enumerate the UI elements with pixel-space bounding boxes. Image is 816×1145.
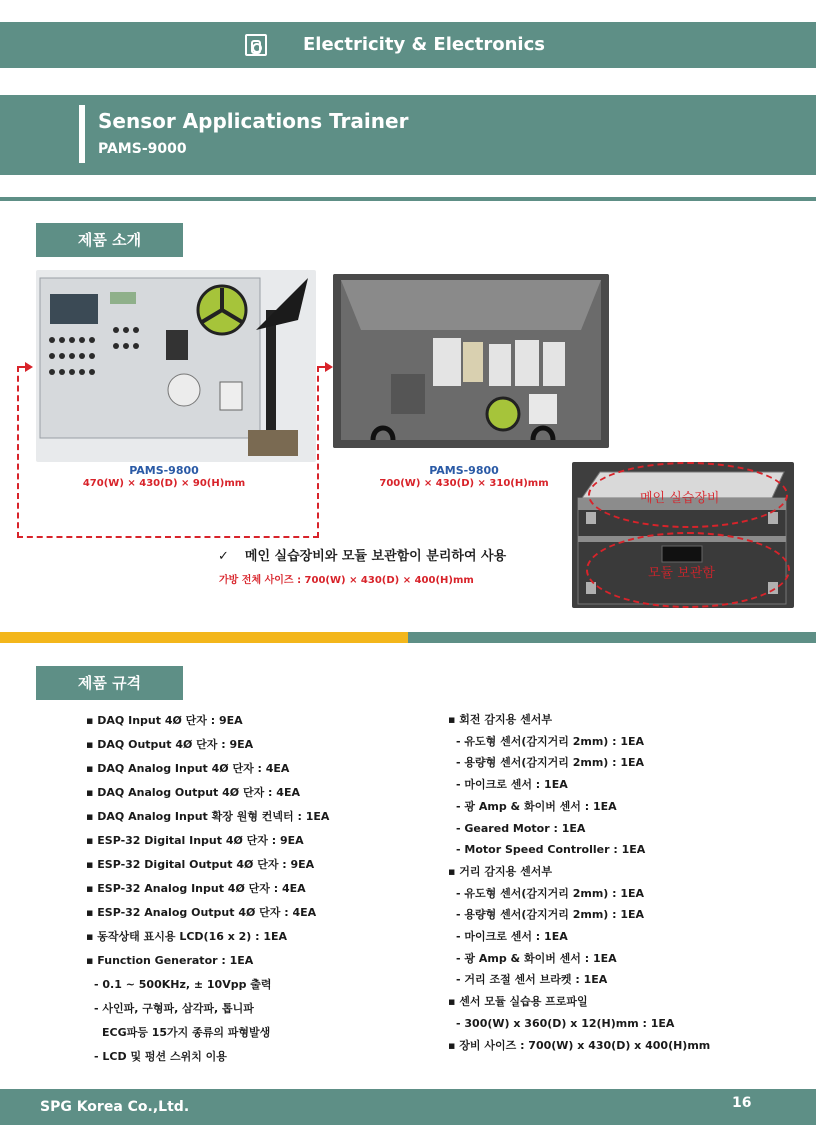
spec-list-left (86, 709, 329, 1069)
spec-subitem: - 0.1 ~ 500KHz, ± 10Vpp 출력 (94, 978, 272, 991)
main-unit-caption (36, 464, 292, 490)
company-name: SPG Korea Co.,Ltd. (40, 1099, 190, 1115)
footer (0, 1089, 816, 1125)
arrow-right-icon (25, 362, 33, 372)
spec-item: ▪ DAQ Analog Input 확장 원형 컨넥터 : 1EA (86, 810, 330, 823)
spec-subitem: - Motor Speed Controller : 1EA (456, 843, 646, 857)
spec-item: ▪ DAQ Output 4Ø 단자 : 9EA (86, 738, 254, 751)
spec-item: ▪ DAQ Input 4Ø 단자 : 9EA (86, 714, 243, 727)
connector-bottom (17, 536, 319, 538)
spec-subitem: - LCD 및 펑션 스위치 이용 (94, 1050, 227, 1063)
spec-item: ▪ 동작상태 표시용 LCD(16 x 2) : 1EA (86, 930, 288, 943)
bag-size-text: 가방 전체 사이즈 : 700(W) × 430(D) × 400(H)mm (219, 575, 474, 586)
spec-list-right (448, 709, 710, 1056)
main-unit-dimensions: 470(W) × 430(D) × 90(H)mm (82, 478, 246, 489)
separation-note-text: 메인 실습장비와 모듈 보관함이 분리하여 사용 (244, 549, 507, 564)
page-number: 16 (732, 1095, 752, 1111)
plug-icon (245, 34, 267, 56)
header-band (0, 22, 816, 68)
spec-item: ▪ ESP-32 Digital Output 4Ø 단자 : 9EA (86, 858, 315, 871)
storage-case-caption (333, 464, 595, 490)
main-unit-photo (36, 270, 316, 462)
spec-subitem: - 거리 조절 센서 브라켓 : 1EA (456, 973, 608, 987)
spec-subitem: - 유도형 센서(감지거리 2mm) : 1EA (456, 886, 645, 900)
spec-subitem: - Geared Motor : 1EA (456, 821, 586, 835)
main-unit-highlight-label: 메인 실습장비 (640, 491, 720, 506)
main-unit-illustration (36, 270, 316, 462)
divider (0, 197, 816, 201)
spec-item: ▪ DAQ Analog Output 4Ø 단자 : 4EA (86, 786, 300, 799)
spec-item: ▪ DAQ Analog Input 4Ø 단자 : 4EA (86, 762, 290, 775)
spec-item: ▪ 장비 사이즈 : 700(W) x 430(D) x 400(H)mm (448, 1038, 711, 1052)
spec-subitem: - 300(W) x 360(D) x 12(H)mm : 1EA (456, 1016, 675, 1030)
storage-case-model: PAMS-9800 (429, 464, 499, 477)
arrow-right-icon (325, 362, 333, 372)
spec-subitem: ECG파등 15가지 종류의 파형발생 (102, 1026, 271, 1039)
connector-mid-vertical (317, 366, 319, 538)
spec-item: ▪ 센서 모듈 실습용 프로파일 (448, 995, 588, 1009)
category-title: Electricity & Electronics (303, 34, 545, 55)
connector-left-vertical (17, 366, 19, 538)
spec-subitem: - 용량형 센서(감지거리 2mm) : 1EA (456, 908, 645, 922)
spec-item: ▪ Function Generator : 1EA (86, 954, 254, 967)
spec-subitem: - 광 Amp & 화이버 센서 : 1EA (456, 951, 617, 965)
check-icon: ✓ (218, 549, 229, 564)
spec-subitem: - 광 Amp & 화이버 센서 : 1EA (456, 799, 617, 813)
spec-item: ▪ ESP-32 Analog Input 4Ø 단자 : 4EA (86, 882, 306, 895)
storage-highlight-label: 모듈 보관함 (648, 566, 715, 581)
spec-item: ▪ ESP-32 Analog Output 4Ø 단자 : 4EA (86, 906, 317, 919)
product-banner (0, 95, 816, 175)
spec-subitem: - 마이크로 센서 : 1EA (456, 778, 568, 792)
separation-note (218, 545, 506, 564)
product-model: PAMS-9000 (98, 141, 187, 157)
divider-yellow (0, 632, 408, 643)
spec-item: ▪ ESP-32 Digital Input 4Ø 단자 : 9EA (86, 834, 304, 847)
spec-item: ▪ 거리 감지용 센서부 (448, 864, 552, 878)
spec-section-label: 제품 규격 (36, 666, 183, 700)
spec-subitem: - 유도형 센서(감지거리 2mm) : 1EA (456, 734, 645, 748)
main-unit-model: PAMS-9800 (129, 464, 199, 477)
storage-case-dimensions: 700(W) × 430(D) × 310(H)mm (379, 478, 549, 489)
storage-case-illustration (333, 274, 609, 448)
spec-subitem: - 마이크로 센서 : 1EA (456, 930, 568, 944)
spec-subitem: - 용량형 센서(감지거리 2mm) : 1EA (456, 756, 645, 770)
product-name: Sensor Applications Trainer (98, 109, 409, 133)
spec-item: ▪ 회전 감지용 센서부 (448, 713, 552, 726)
storage-case-photo (333, 274, 609, 448)
spec-subitem: - 사인파, 구형파, 삼각파, 톱니파 (94, 1002, 254, 1015)
divider-teal (408, 632, 816, 643)
intro-section-label: 제품 소개 (36, 223, 183, 257)
banner-accent-bar (79, 105, 85, 163)
